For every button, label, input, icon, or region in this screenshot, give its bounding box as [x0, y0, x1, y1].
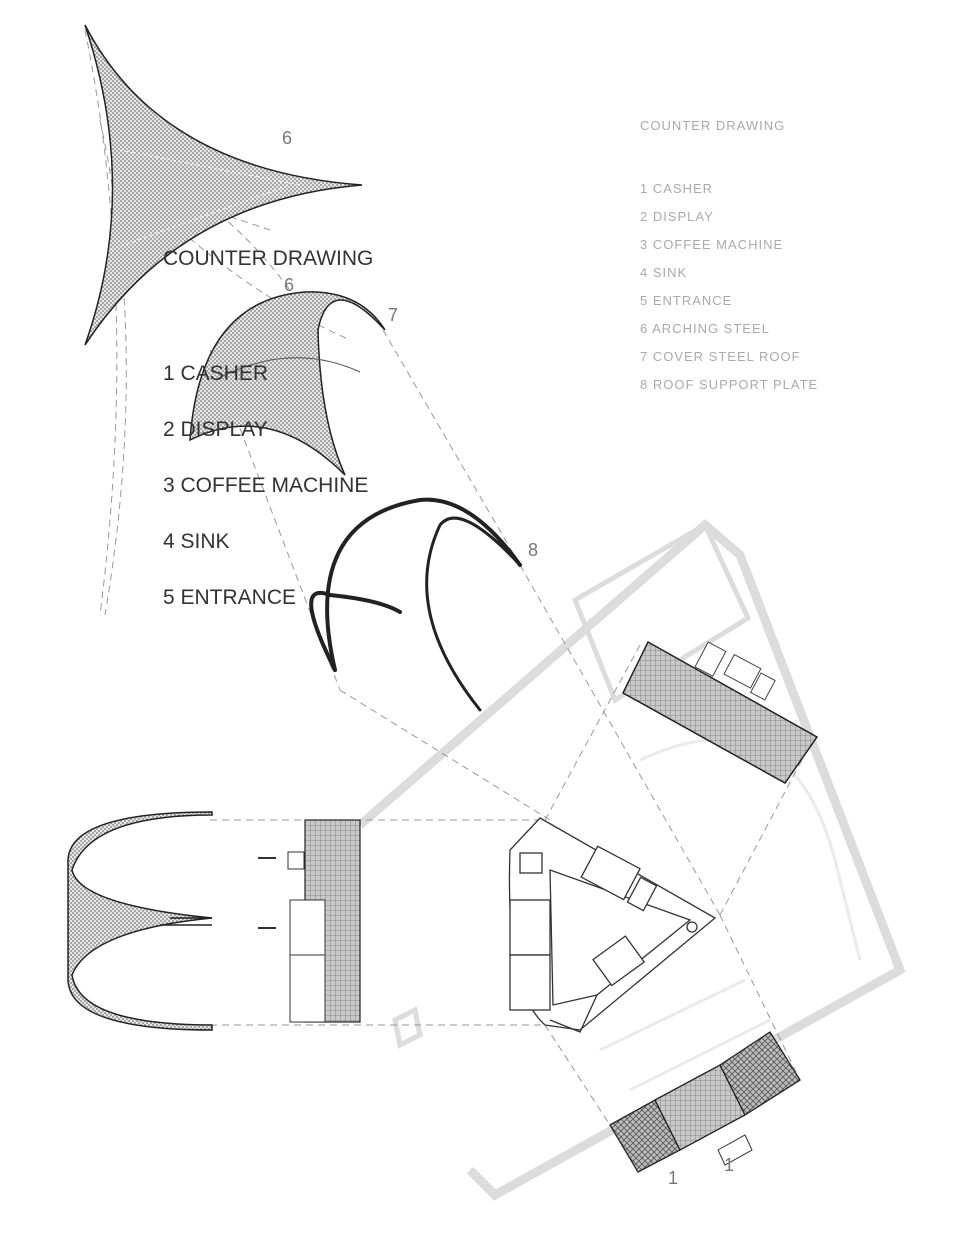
callout-arch: 8 — [528, 540, 539, 560]
legend-item: 2 DISPLAY — [640, 209, 714, 224]
callout-shell-edge: 7 — [388, 305, 399, 325]
legend-title: COUNTER DRAWING — [163, 247, 374, 270]
legend-item: 7 COVER STEEL ROOF — [640, 349, 801, 364]
roof-support-plate-top — [623, 642, 817, 783]
callout-bottom-a: 1 — [668, 1168, 679, 1188]
legend-item: 3 COFFEE MACHINE — [640, 237, 784, 252]
legend-item: 4 SINK — [640, 265, 688, 280]
legend-left — [163, 247, 373, 626]
callout-bottom-b: 1 — [724, 1155, 735, 1175]
legend-item: 3 COFFEE MACHINE — [163, 474, 369, 497]
legend-item: 1 CASHER — [640, 181, 714, 196]
callout-roof: 6 — [282, 128, 293, 148]
legend-item: 5 ENTRANCE — [640, 293, 733, 308]
legend-item: 6 ARCHING STEEL — [640, 321, 770, 336]
legend-item: 2 DISPLAY — [163, 418, 268, 441]
legend-item: 1 CASHER — [163, 362, 269, 385]
side-elevation-shell — [68, 812, 212, 1030]
legend-title: COUNTER DRAWING — [640, 118, 786, 133]
legend-item: 8 ROOF SUPPORT PLATE — [640, 377, 819, 392]
callout-mid-top: 6 — [284, 275, 295, 295]
legend-right — [640, 118, 818, 399]
counter-plan — [509, 818, 715, 1032]
legend-item: 4 SINK — [163, 530, 230, 553]
site-outline — [360, 525, 900, 1195]
legend-item: 5 ENTRANCE — [163, 586, 297, 609]
counter-section — [258, 820, 360, 1022]
